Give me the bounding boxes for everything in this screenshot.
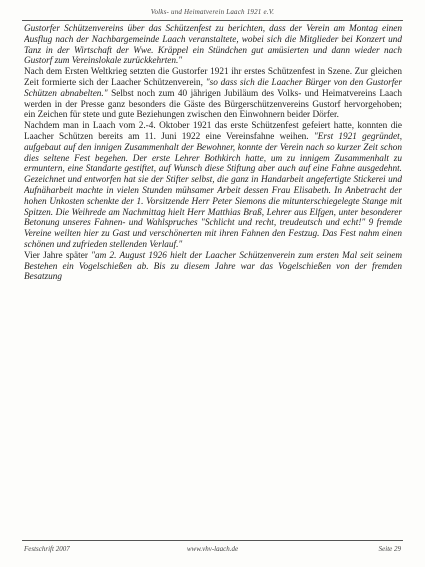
- paragraph-4: [24, 251, 402, 283]
- footer-publication: Festschrift 2007: [24, 545, 70, 553]
- paragraph-3-quote: "Erst 1921 gegründet, aufgebaut auf den innigen Zusammenhalt der Bewohner, konnte der Verein nach so kurzer Zeit schon dies seltene Fest begehen. Der erste Lehrer Bothkirch hatte, um zu innigem Zusammenhalt zu ermuntern, eine Standarte gestiftet, auf Wunsch diese Stiftung aber auch auf eine Fahne ausgedehnt. Gezeichnet und entworfen hat sie der Stifter selbst, die ganz in Handarbeit angefertigte Stickerei und Aufnäharbeit machte in vielen Stunden mühsamer Arbeit dessen Frau Elisabeth. In Anbetracht der hohen Unkosten schenkte der 1. Vorsitzende Herr Peter Siemons die mitunterschiegelegte Stange mit Spitzen. Die Weihrede am Nachmittag hielt Herr Matthias Braß, Lehrer aus Elfgen, unter besonderer Betonung unseres Fahnen- und Wahlspruches "Schlicht und recht, treudeutsch und echt!" 9 fremde Vereine weilten hier zu Gast und verschönerten mit ihren Fahnen den Festzug. Das Fest nahm einen schönen und zufrieden stellenden Verlauf.": [24, 131, 402, 250]
- paragraph-2-text-cont: Selbst noch zum 40 jährigen Jubiläum des Volks- und Heimatvereins Laach werden in der Presse ganz besonders die Gäste des Bürgerschützenvereins Gustorf hervorgehoben; ein Zeichen für stete und gute Beziehungen zwischen den Einwohnern beider Dörfer.: [24, 88, 402, 121]
- paragraph-2-quote: "so dass sich die Laacher Bürger von den Gustorfer Schützen abnabelten.": [24, 77, 402, 99]
- paragraph-3: [24, 121, 402, 251]
- paragraph-1: [24, 24, 402, 67]
- paragraph-2: [24, 67, 402, 121]
- footer-website-link[interactable]: www.vhv-laach.de: [186, 545, 239, 553]
- page-body: [24, 24, 402, 539]
- paragraph-2-text: Nach dem Ersten Weltkrieg setzten die Gustorfer 1921 ihr erstes Schützenfest in Szene. Zur gleichen Zeit formierte sich der Laacher Schützenverein,: [24, 67, 402, 88]
- paragraph-1-quote: Gustorfer Schützenvereins über das Schützenfest zu berichten, dass der Verein am Montag einen Ausflug nach der Nachbargemeinde Laach veranstaltete, wobei sich die Mitglieder bei Konzert und Tanz in der Wirtschaft der Wwe. Kräppel ein Stündchen gut amüsierten und dann wieder nach Gustorf zum Vereinslokale zurückkehrten.": [24, 24, 402, 67]
- header-divider: [22, 20, 403, 21]
- paragraph-3-text: Nachdem man in Laach vom 2.-4. Oktober 1921 das erste Schützenfest gefeiert hatte, konnten die Laacher Schützen bereits am 11. Juni 1922 eine Vereinsfahne weihen.: [24, 121, 402, 142]
- paragraph-4-text: Vier Jahre später: [24, 250, 92, 261]
- footer-page-number: Seite 29: [378, 545, 401, 553]
- page-header: Volks- und Heimatverein Laach 1921 e.V.: [150, 8, 275, 16]
- paragraph-4-quote: "am 2. August 1926 hielt der Laacher Schützenverein zum ersten Mal seit seinem Bestehen ein Vogelschießen ab. Bis zu diesem Jahre war das Vogelschießen von der fremden Besatzung: [24, 250, 402, 283]
- footer-divider: [22, 540, 403, 541]
